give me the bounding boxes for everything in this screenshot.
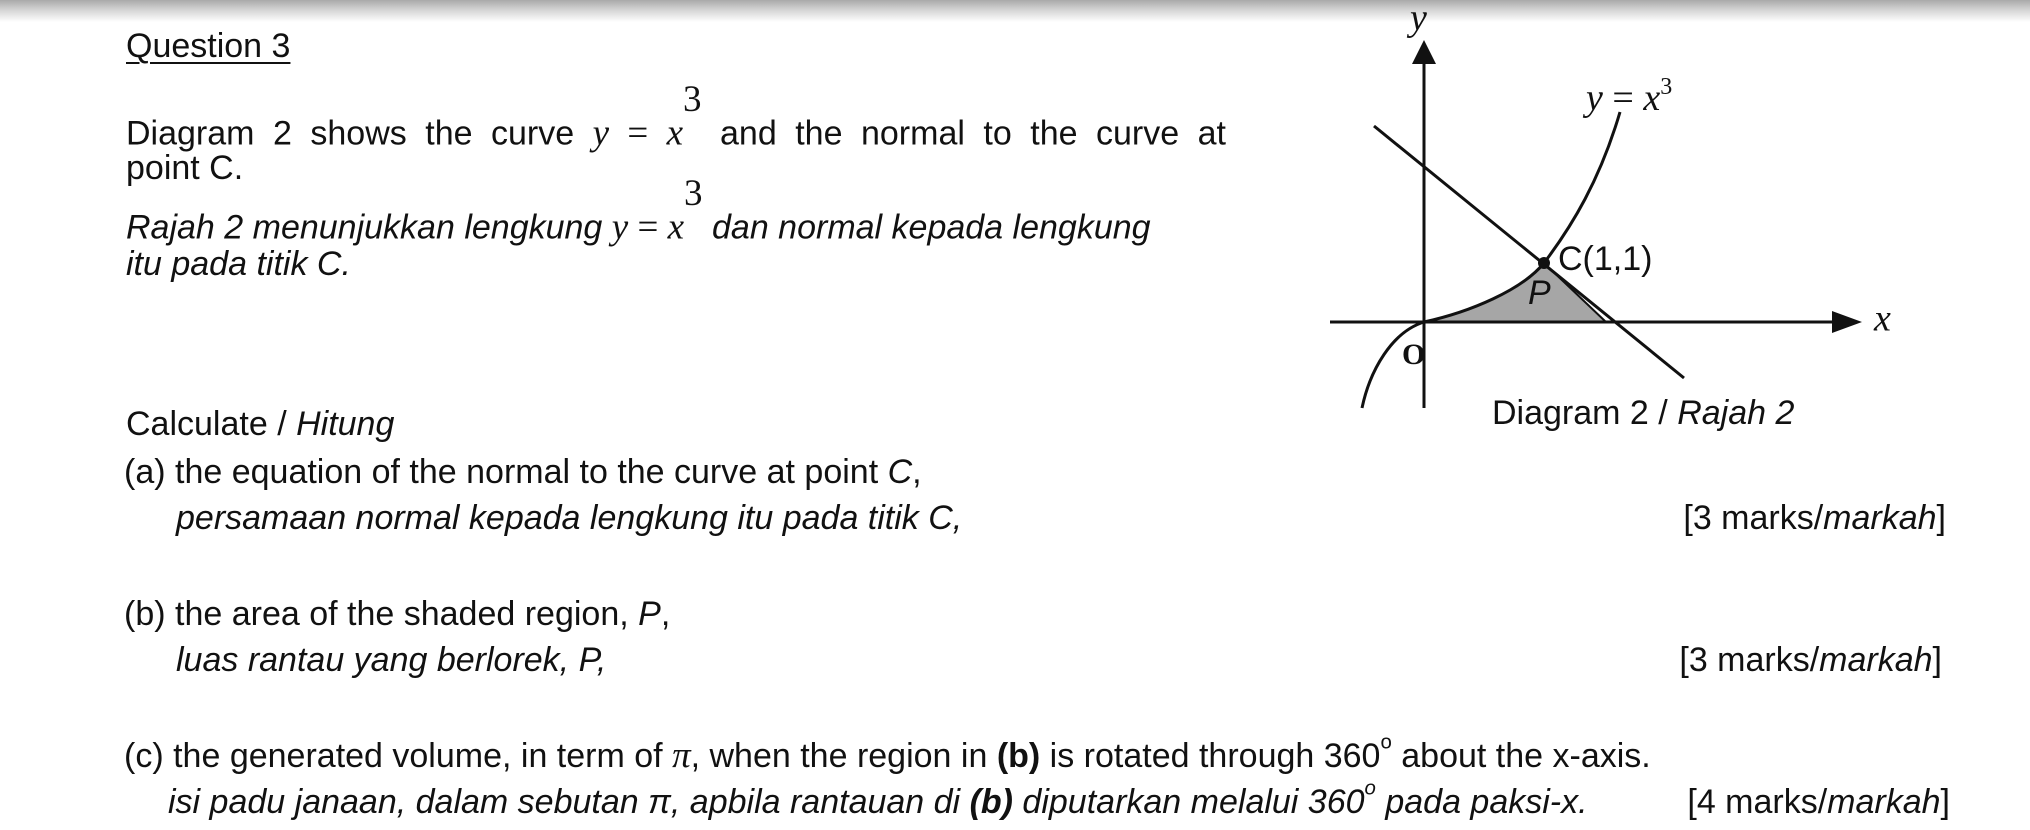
intro-en-line-2: point C. bbox=[126, 149, 244, 187]
point-c bbox=[1538, 257, 1550, 269]
part-c-marks: [4 marks/markah] bbox=[1687, 783, 1950, 821]
x-axis-arrow bbox=[1832, 311, 1862, 333]
part-a-en: (a) the equation of the normal to the curve at point C, bbox=[124, 453, 922, 491]
part-c-en: (c) the generated volume, in term of π, when the region in (b) is rotated through 360$^o$ about the x-axis. bbox=[124, 731, 1651, 776]
part-b-marks: [3 marks/markah] bbox=[1679, 641, 1942, 679]
part-a-ms: persamaan normal kepada lengkung itu pada titik C, bbox=[176, 499, 963, 537]
region-p-label: P bbox=[1528, 274, 1551, 312]
intro-en-line-1: Diagram 2 shows the curve $y = x^3$ and the normal to the curve at bbox=[126, 79, 1226, 154]
part-b-ms: luas rantau yang berlorek, P, bbox=[176, 641, 607, 679]
part-c-ms: isi padu janaan, dalam sebutan π, apbila rantauan di (b) diputarkan melalui 360$^o$ pada paksi-x. bbox=[168, 777, 1588, 821]
diagram-2 bbox=[1310, 0, 2030, 440]
y-axis-arrow bbox=[1412, 40, 1436, 64]
eq-y: y bbox=[592, 112, 610, 154]
point-c-label: C(1,1) bbox=[1558, 240, 1653, 278]
intro-ms-line-1: Rajah 2 menunjukkan lengkung $y = x^3$ dan normal kepada lengkung bbox=[126, 173, 1151, 248]
x-axis-label: x bbox=[1874, 297, 1891, 340]
y-axis-label: y bbox=[1410, 0, 1427, 39]
part-a-marks: [3 marks/markah] bbox=[1683, 499, 1946, 537]
calculate-label: Calculate / Hitung bbox=[126, 405, 395, 443]
diagram-caption: Diagram 2 / Rajah 2 bbox=[1492, 394, 1795, 432]
curve-label: $y = x^3$ bbox=[1586, 74, 1673, 119]
part-b-en: (b) the area of the shaded region, P, bbox=[124, 595, 671, 633]
origin-label: O bbox=[1402, 338, 1426, 371]
intro-ms-line-2: itu pada titik C. bbox=[126, 245, 351, 283]
question-heading: Question 3 bbox=[126, 27, 291, 65]
